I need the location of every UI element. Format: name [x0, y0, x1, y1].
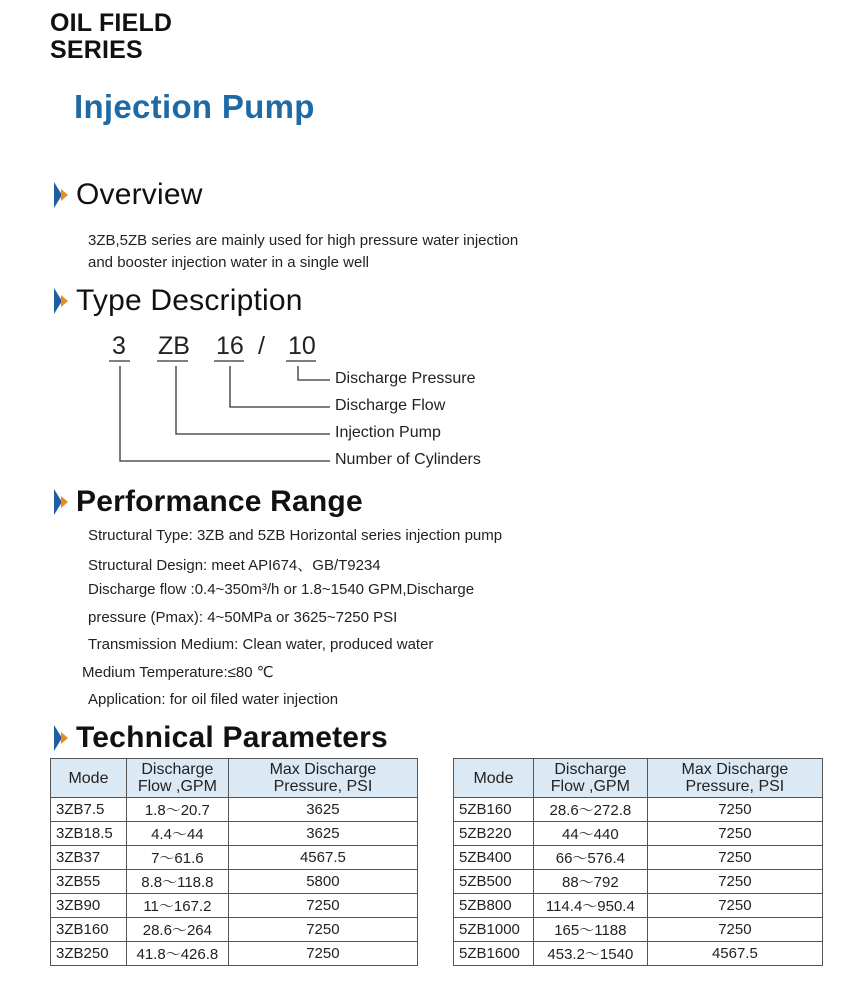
table-header-row — [51, 759, 418, 798]
cell-mode: 3ZB37 — [51, 846, 127, 870]
type-description-heading: Type Description — [76, 284, 303, 317]
cell-pressure: 7250 — [228, 942, 417, 966]
cell-flow: 28.6～272.8 — [533, 798, 647, 822]
cell-flow: 28.6～264 — [126, 918, 228, 942]
cell-mode: 3ZB7.5 — [51, 798, 127, 822]
series-line-2: SERIES — [50, 36, 143, 64]
header-flow-line-2: Flow ,GPM — [137, 778, 217, 795]
type-code-flow: 16 — [216, 332, 244, 360]
cell-pressure: 7250 — [228, 918, 417, 942]
cell-pressure: 7250 — [228, 894, 417, 918]
header-pressure-line-2: Pressure, PSI — [273, 778, 373, 795]
cell-pressure: 4567.5 — [228, 846, 417, 870]
cell-flow: 1.8～20.7 — [126, 798, 228, 822]
table-row — [51, 870, 418, 894]
cell-flow: 41.8～426.8 — [126, 942, 228, 966]
cell-pressure: 4567.5 — [647, 942, 822, 966]
cell-mode: 3ZB18.5 — [51, 822, 127, 846]
cell-flow: 165～1188 — [533, 918, 647, 942]
cell-pressure: 7250 — [647, 894, 822, 918]
parameters-table-3zb — [50, 758, 418, 966]
cell-pressure: 3625 — [228, 822, 417, 846]
section-arrow-icon — [52, 180, 72, 210]
page-title: Injection Pump — [74, 88, 315, 125]
cell-mode: 5ZB500 — [454, 870, 534, 894]
cell-mode: 5ZB400 — [454, 846, 534, 870]
cell-mode: 3ZB160 — [51, 918, 127, 942]
header-pressure-line-1: Max Discharge — [681, 761, 789, 778]
section-technical-parameters — [52, 721, 388, 755]
section-overview — [52, 178, 203, 212]
parameters-table-5zb — [453, 758, 823, 966]
cell-flow: 88～792 — [533, 870, 647, 894]
type-label-discharge-flow: Discharge Flow — [335, 397, 446, 414]
cell-flow: 114.4～950.4 — [533, 894, 647, 918]
header-pressure — [647, 759, 822, 798]
performance-heading: Performance Range — [76, 485, 363, 518]
section-performance-range — [52, 485, 363, 519]
cell-flow: 11～167.2 — [126, 894, 228, 918]
series-line-1: OIL FIELD — [50, 9, 173, 37]
table-row — [51, 894, 418, 918]
table-row — [454, 918, 823, 942]
cell-mode: 5ZB160 — [454, 798, 534, 822]
type-label-discharge-pressure: Discharge Pressure — [335, 370, 476, 387]
cell-flow: 4.4～44 — [126, 822, 228, 846]
header-flow — [533, 759, 647, 798]
cell-pressure: 5800 — [228, 870, 417, 894]
table-row — [454, 894, 823, 918]
series-label — [50, 10, 172, 64]
header-flow-line-1: Discharge — [141, 761, 214, 778]
cell-mode: 5ZB800 — [454, 894, 534, 918]
perf-application: Application: for oil filed water injection — [88, 691, 339, 708]
table-row — [454, 870, 823, 894]
technical-heading: Technical Parameters — [76, 721, 388, 754]
cell-mode: 3ZB90 — [51, 894, 127, 918]
cell-flow: 453.2～1540 — [533, 942, 647, 966]
cell-mode: 5ZB220 — [454, 822, 534, 846]
cell-mode: 5ZB1000 — [454, 918, 534, 942]
cell-flow: 8.8～118.8 — [126, 870, 228, 894]
type-code-cylinders: 3 — [112, 332, 126, 360]
overview-text — [88, 230, 518, 274]
table-row — [51, 918, 418, 942]
perf-discharge-pressure: pressure (Pmax): 4~50MPa or 3625~7250 PSI — [88, 609, 398, 626]
header-flow-line-1: Discharge — [554, 761, 627, 778]
table-header-row — [454, 759, 823, 798]
header-pressure-line-2: Pressure, PSI — [685, 778, 785, 795]
header-flow — [126, 759, 228, 798]
cell-pressure: 7250 — [647, 918, 822, 942]
header-mode: Mode — [454, 759, 534, 798]
table-row — [51, 846, 418, 870]
table-row — [454, 846, 823, 870]
cell-flow: 66～576.4 — [533, 846, 647, 870]
type-label-number-of-cylinders: Number of Cylinders — [335, 451, 481, 468]
cell-pressure: 7250 — [647, 870, 822, 894]
header-pressure-line-1: Max Discharge — [269, 761, 377, 778]
cell-pressure: 7250 — [647, 822, 822, 846]
cell-pressure: 3625 — [228, 798, 417, 822]
section-arrow-icon — [52, 487, 72, 517]
perf-discharge-flow: Discharge flow :0.4~350m³/h or 1.8~1540 GPM,Discharge — [88, 581, 475, 598]
table-row — [51, 798, 418, 822]
cell-pressure: 7250 — [647, 798, 822, 822]
type-code-pressure: 10 — [288, 332, 316, 360]
cell-mode: 5ZB1600 — [454, 942, 534, 966]
cell-mode: 3ZB55 — [51, 870, 127, 894]
cell-flow: 7～61.6 — [126, 846, 228, 870]
cell-mode: 3ZB250 — [51, 942, 127, 966]
perf-structural-design: Structural Design: meet API674、GB/T9234 — [88, 557, 381, 574]
header-pressure — [228, 759, 417, 798]
overview-heading: Overview — [76, 178, 203, 211]
overview-line-2: and booster injection water in a single well — [88, 254, 369, 271]
type-label-injection-pump: Injection Pump — [335, 424, 441, 441]
section-arrow-icon — [52, 286, 72, 316]
type-code-slash: / — [258, 332, 265, 360]
table-row — [51, 822, 418, 846]
table-row — [454, 798, 823, 822]
section-arrow-icon — [52, 723, 72, 753]
perf-transmission-medium: Transmission Medium: Clean water, produced water — [88, 636, 434, 653]
overview-line-1: 3ZB,5ZB series are mainly used for high pressure water injection — [88, 232, 519, 249]
header-flow-line-2: Flow ,GPM — [550, 778, 630, 795]
table-row — [454, 822, 823, 846]
cell-flow: 44～440 — [533, 822, 647, 846]
perf-structural-type: Structural Type: 3ZB and 5ZB Horizontal series injection pump — [88, 527, 503, 544]
table-row — [51, 942, 418, 966]
perf-medium-temperature: Medium Temperature:≤80 ℃ — [82, 664, 274, 681]
cell-pressure: 7250 — [647, 846, 822, 870]
section-type-description — [52, 284, 303, 318]
type-code-series: ZB — [158, 332, 190, 360]
table-row — [454, 942, 823, 966]
header-mode: Mode — [51, 759, 127, 798]
